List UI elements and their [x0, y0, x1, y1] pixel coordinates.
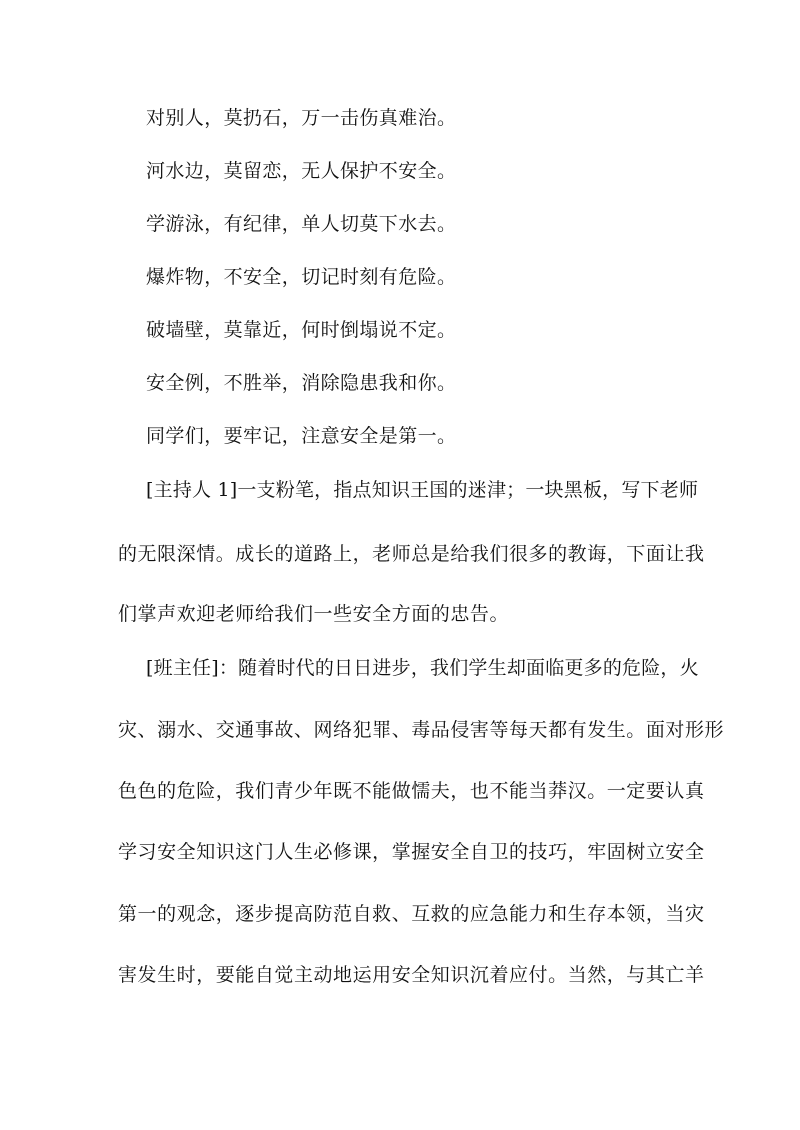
- poem-line: 学游泳，有纪律，单人切莫下水去。: [146, 213, 457, 235]
- paragraph-line: 学习安全知识这门人生必修课，掌握安全自卫的技巧，牢固树立安全: [118, 841, 705, 863]
- paragraph-line: 的无限深情。成长的道路上，老师总是给我们很多的教诲，下面让我: [118, 543, 705, 565]
- paragraph-line: [班主任]：随着时代的日日进步，我们学生却面临更多的危险，火: [146, 657, 699, 679]
- paragraph-line: 害发生时，要能自觉主动地运用安全知识沉着应付。当然，与其亡羊: [118, 964, 705, 986]
- paragraph-line: [主持人 1]一支粉笔，指点知识王国的迷津；一块黑板，写下老师: [146, 479, 699, 501]
- poem-line: 河水边，莫留恋，无人保护不安全。: [146, 160, 457, 182]
- poem-line: 安全例，不胜举，消除隐患我和你。: [146, 372, 457, 394]
- poem-line: 对别人，莫扔石，万一击伤真难治。: [146, 107, 457, 129]
- poem-line: 同学们，要牢记，注意安全是第一。: [146, 425, 457, 447]
- poem-line: 破墙壁，莫靠近，何时倒塌说不定。: [146, 319, 457, 341]
- paragraph-line: 灾、溺水、交通事故、网络犯罪、毒品侵害等每天都有发生。面对形形: [118, 719, 725, 741]
- paragraph-line: 们掌声欢迎老师给我们一些安全方面的忠告。: [118, 603, 510, 625]
- paragraph-line: 色色的危险，我们青少年既不能做懦夫，也不能当莽汉。一定要认真: [118, 780, 705, 802]
- paragraph-line: 第一的观念，逐步提高防范自救、互救的应急能力和生存本领，当灾: [118, 903, 705, 925]
- poem-line: 爆炸物，不安全，切记时刻有危险。: [146, 266, 457, 288]
